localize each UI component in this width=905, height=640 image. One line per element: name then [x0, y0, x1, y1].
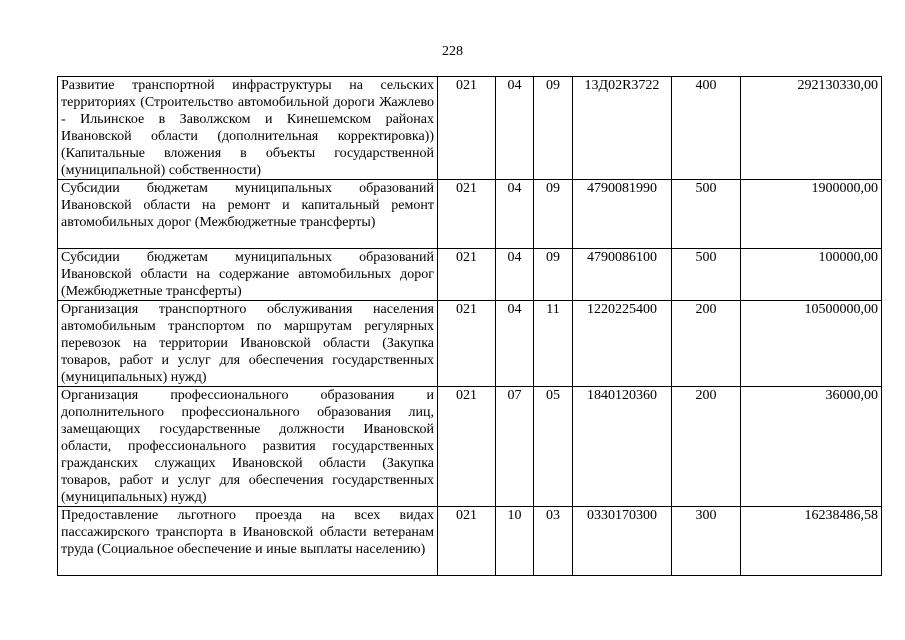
table-row: [58, 387, 882, 507]
expense-type-code: 500: [672, 180, 741, 249]
target-article-code: 13Д02R3722: [573, 77, 672, 180]
subsection-code: 11: [534, 301, 573, 387]
expense-description: Организация профессионального образования и дополнительного профессионального образования лиц, замещающих государственные должности Ивановской области, профессионального развития государственных гражданских служащих Ивановской области (Закупка товаров, работ и услуг для обеспечения государственных (муниципальных) нужд): [58, 387, 438, 507]
expense-description: Развитие транспортной инфраструктуры на сельских территориях (Строительство автомобильной дороги Жажлево - Ильинское в Заволжском и Кинешемском районах Ивановской области (дополнительная корректировка)) (Капитальные вложения в объекты государственной (муниципальной) собственности): [58, 77, 438, 180]
subsection-code: 09: [534, 77, 573, 180]
target-article-code: 0330170300: [573, 507, 672, 576]
table-row: [58, 507, 882, 576]
amount: 10500000,00: [741, 301, 882, 387]
target-article-code: 4790081990: [573, 180, 672, 249]
subsection-code: 09: [534, 180, 573, 249]
section-code: 04: [496, 77, 534, 180]
table-row: [58, 77, 882, 180]
section-code: 04: [496, 249, 534, 301]
section-code: 04: [496, 301, 534, 387]
expense-type-code: 200: [672, 301, 741, 387]
amount: 292130330,00: [741, 77, 882, 180]
ministry-code: 021: [438, 387, 496, 507]
target-article-code: 1840120360: [573, 387, 672, 507]
amount: 1900000,00: [741, 180, 882, 249]
table-row: [58, 249, 882, 301]
expense-description: Субсидии бюджетам муниципальных образований Ивановской области на ремонт и капитальный ремонт автомобильных дорог (Межбюджетные трансферты): [58, 180, 438, 249]
ministry-code: 021: [438, 249, 496, 301]
budget-table: [57, 76, 882, 576]
amount: 36000,00: [741, 387, 882, 507]
section-code: 10: [496, 507, 534, 576]
amount: 100000,00: [741, 249, 882, 301]
table-row: [58, 180, 882, 249]
expense-description: Предоставление льготного проезда на всех видах пассажирского транспорта в Ивановской области ветеранам труда (Социальное обеспечение и иные выплаты населению): [58, 507, 438, 576]
subsection-code: 09: [534, 249, 573, 301]
expense-description: Субсидии бюджетам муниципальных образований Ивановской области на содержание автомобильных дорог (Межбюджетные трансферты): [58, 249, 438, 301]
ministry-code: 021: [438, 180, 496, 249]
expense-type-code: 500: [672, 249, 741, 301]
subsection-code: 05: [534, 387, 573, 507]
target-article-code: 1220225400: [573, 301, 672, 387]
expense-type-code: 400: [672, 77, 741, 180]
subsection-code: 03: [534, 507, 573, 576]
section-code: 04: [496, 180, 534, 249]
ministry-code: 021: [438, 77, 496, 180]
ministry-code: 021: [438, 301, 496, 387]
table-row: [58, 301, 882, 387]
expense-type-code: 300: [672, 507, 741, 576]
section-code: 07: [496, 387, 534, 507]
page-number: 228: [442, 44, 463, 59]
ministry-code: 021: [438, 507, 496, 576]
target-article-code: 4790086100: [573, 249, 672, 301]
expense-description: Организация транспортного обслуживания населения автомобильным транспортом по маршрутам регулярных перевозок на территории Ивановской области (Закупка товаров, работ и услуг для обеспечения государственных (муниципальных) нужд): [58, 301, 438, 387]
amount: 16238486,58: [741, 507, 882, 576]
expense-type-code: 200: [672, 387, 741, 507]
